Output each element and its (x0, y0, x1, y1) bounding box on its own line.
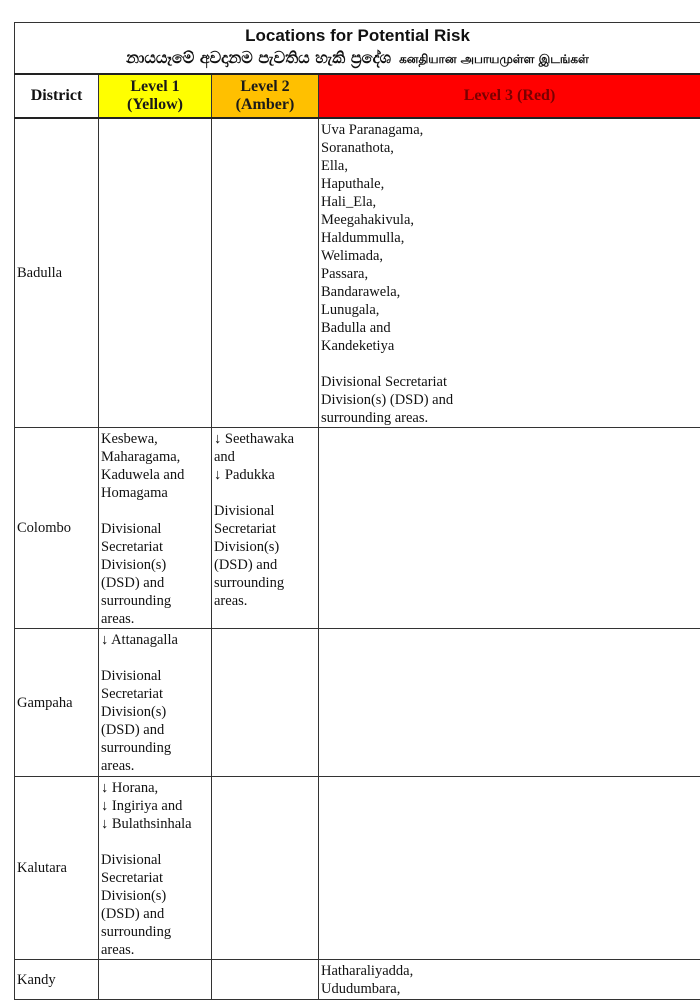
cell-line: areas. (101, 942, 135, 958)
district-cell: Gampaha (15, 629, 99, 777)
cell-line: Secretariat (101, 870, 163, 886)
level-1-cell (99, 118, 212, 428)
cell-line: Maharagama, (101, 449, 181, 465)
table-row (15, 960, 700, 1000)
level-2-cell (212, 960, 319, 1000)
title-tamil: கனதியான அபாயமுள்ள இடங்கள் (399, 52, 589, 66)
cell-line: Division(s) (DSD) and (321, 392, 454, 408)
cell-line: ↓ Ingiriya and (101, 798, 183, 814)
level-2-cell (212, 629, 319, 777)
header-level-1 (99, 74, 212, 118)
district-cell: Badulla (15, 118, 99, 428)
district-cell: Kalutara (15, 777, 99, 960)
cell-line: ↓ Padukka (214, 467, 275, 483)
cell-line: Passara, (321, 266, 369, 282)
cell-line: surrounding (214, 575, 285, 591)
cell-line: (DSD) and (101, 906, 165, 922)
header-row (15, 74, 700, 118)
cell-line: Ududumbara, (321, 981, 401, 997)
cell-line: Divisional (101, 521, 162, 537)
cell-spacer (101, 649, 210, 667)
cell-line: (DSD) and (214, 557, 278, 573)
cell-line: ↓ Seethawaka (214, 431, 295, 447)
cell-spacer (101, 502, 210, 520)
level-3-cell (319, 960, 700, 1000)
risk-locations-table (14, 22, 700, 1000)
level-2-cell (212, 428, 319, 629)
district-cell: Colombo (15, 428, 99, 629)
cell-line: areas. (101, 758, 135, 774)
cell-line: areas. (214, 593, 248, 609)
level-2-cell (212, 777, 319, 960)
cell-line: Badulla and (321, 320, 391, 336)
cell-line: Hali_Ela, (321, 194, 377, 210)
title-row (15, 23, 700, 75)
cell-line: Division(s) (214, 539, 280, 555)
cell-spacer (214, 484, 317, 502)
level-3-cell (319, 629, 700, 777)
header-level-1-label: Level 1 (130, 78, 180, 95)
level-1-cell (99, 777, 212, 960)
header-level-3: Level 3 (Red) (319, 74, 700, 118)
level-3-cell (319, 118, 700, 428)
risk-document-page (14, 22, 700, 1000)
cell-line: Secretariat (101, 686, 163, 702)
cell-line: Bandarawela, (321, 284, 401, 300)
cell-line: surrounding areas. (321, 410, 429, 426)
cell-line: Secretariat (101, 539, 163, 555)
cell-line: (DSD) and (101, 722, 165, 738)
header-district: District (15, 74, 99, 118)
cell-line: Soranathota, (321, 140, 394, 156)
cell-line: ↓ Bulathsinhala (101, 816, 192, 832)
cell-line: Homagama (101, 485, 168, 501)
cell-line: Secretariat (214, 521, 276, 537)
cell-line: areas. (101, 611, 135, 627)
cell-line: Kaduwela and (101, 467, 185, 483)
level-1-cell (99, 629, 212, 777)
table-row (15, 777, 700, 960)
district-cell: Kandy (15, 960, 99, 1000)
cell-line: Ella, (321, 158, 348, 174)
cell-line: Haldummulla, (321, 230, 405, 246)
level-2-cell (212, 118, 319, 428)
level-1-cell (99, 960, 212, 1000)
table-body (15, 118, 700, 1000)
level-3-cell (319, 777, 700, 960)
cell-line: Divisional (214, 503, 275, 519)
cell-line: Division(s) (101, 557, 167, 573)
cell-line: ↓ Horana, (101, 780, 159, 796)
cell-line: Divisional (101, 852, 162, 868)
cell-line: surrounding (101, 924, 172, 940)
level-3-cell (319, 428, 700, 629)
header-level-2-label: Level 2 (240, 78, 290, 95)
cell-line: Division(s) (101, 704, 167, 720)
title-sinhala: නායයෑමේ අවදානම පැවතිය හැකි ප්‍රදේශ (126, 48, 392, 67)
level-1-cell (99, 428, 212, 629)
cell-line: and (214, 449, 235, 465)
header-level-2 (212, 74, 319, 118)
cell-line: Divisional Secretariat (321, 374, 448, 390)
cell-line: Welimada, (321, 248, 384, 264)
title-local (15, 47, 700, 70)
cell-line: Haputhale, (321, 176, 385, 192)
cell-line: Kesbewa, (101, 431, 158, 447)
cell-line: (DSD) and (101, 575, 165, 591)
table-title (15, 23, 700, 75)
header-level-2-color: (Amber) (235, 96, 295, 113)
title-english: Locations for Potential Risk (245, 26, 470, 45)
cell-line: Hatharaliyadda, (321, 963, 414, 979)
cell-line: surrounding (101, 593, 172, 609)
table-row (15, 118, 700, 428)
cell-line: Divisional (101, 668, 162, 684)
cell-line: surrounding (101, 740, 172, 756)
cell-spacer (101, 833, 210, 851)
table-row (15, 428, 700, 629)
cell-spacer (321, 355, 699, 373)
cell-line: Meegahakivula, (321, 212, 415, 228)
cell-line: Uva Paranagama, (321, 122, 424, 138)
cell-line: Kandeketiya (321, 338, 395, 354)
cell-line: Division(s) (101, 888, 167, 904)
header-level-1-color: (Yellow) (127, 96, 183, 113)
table-row (15, 629, 700, 777)
cell-line: ↓ Attanagalla (101, 632, 178, 648)
cell-line: Lunugala, (321, 302, 380, 318)
